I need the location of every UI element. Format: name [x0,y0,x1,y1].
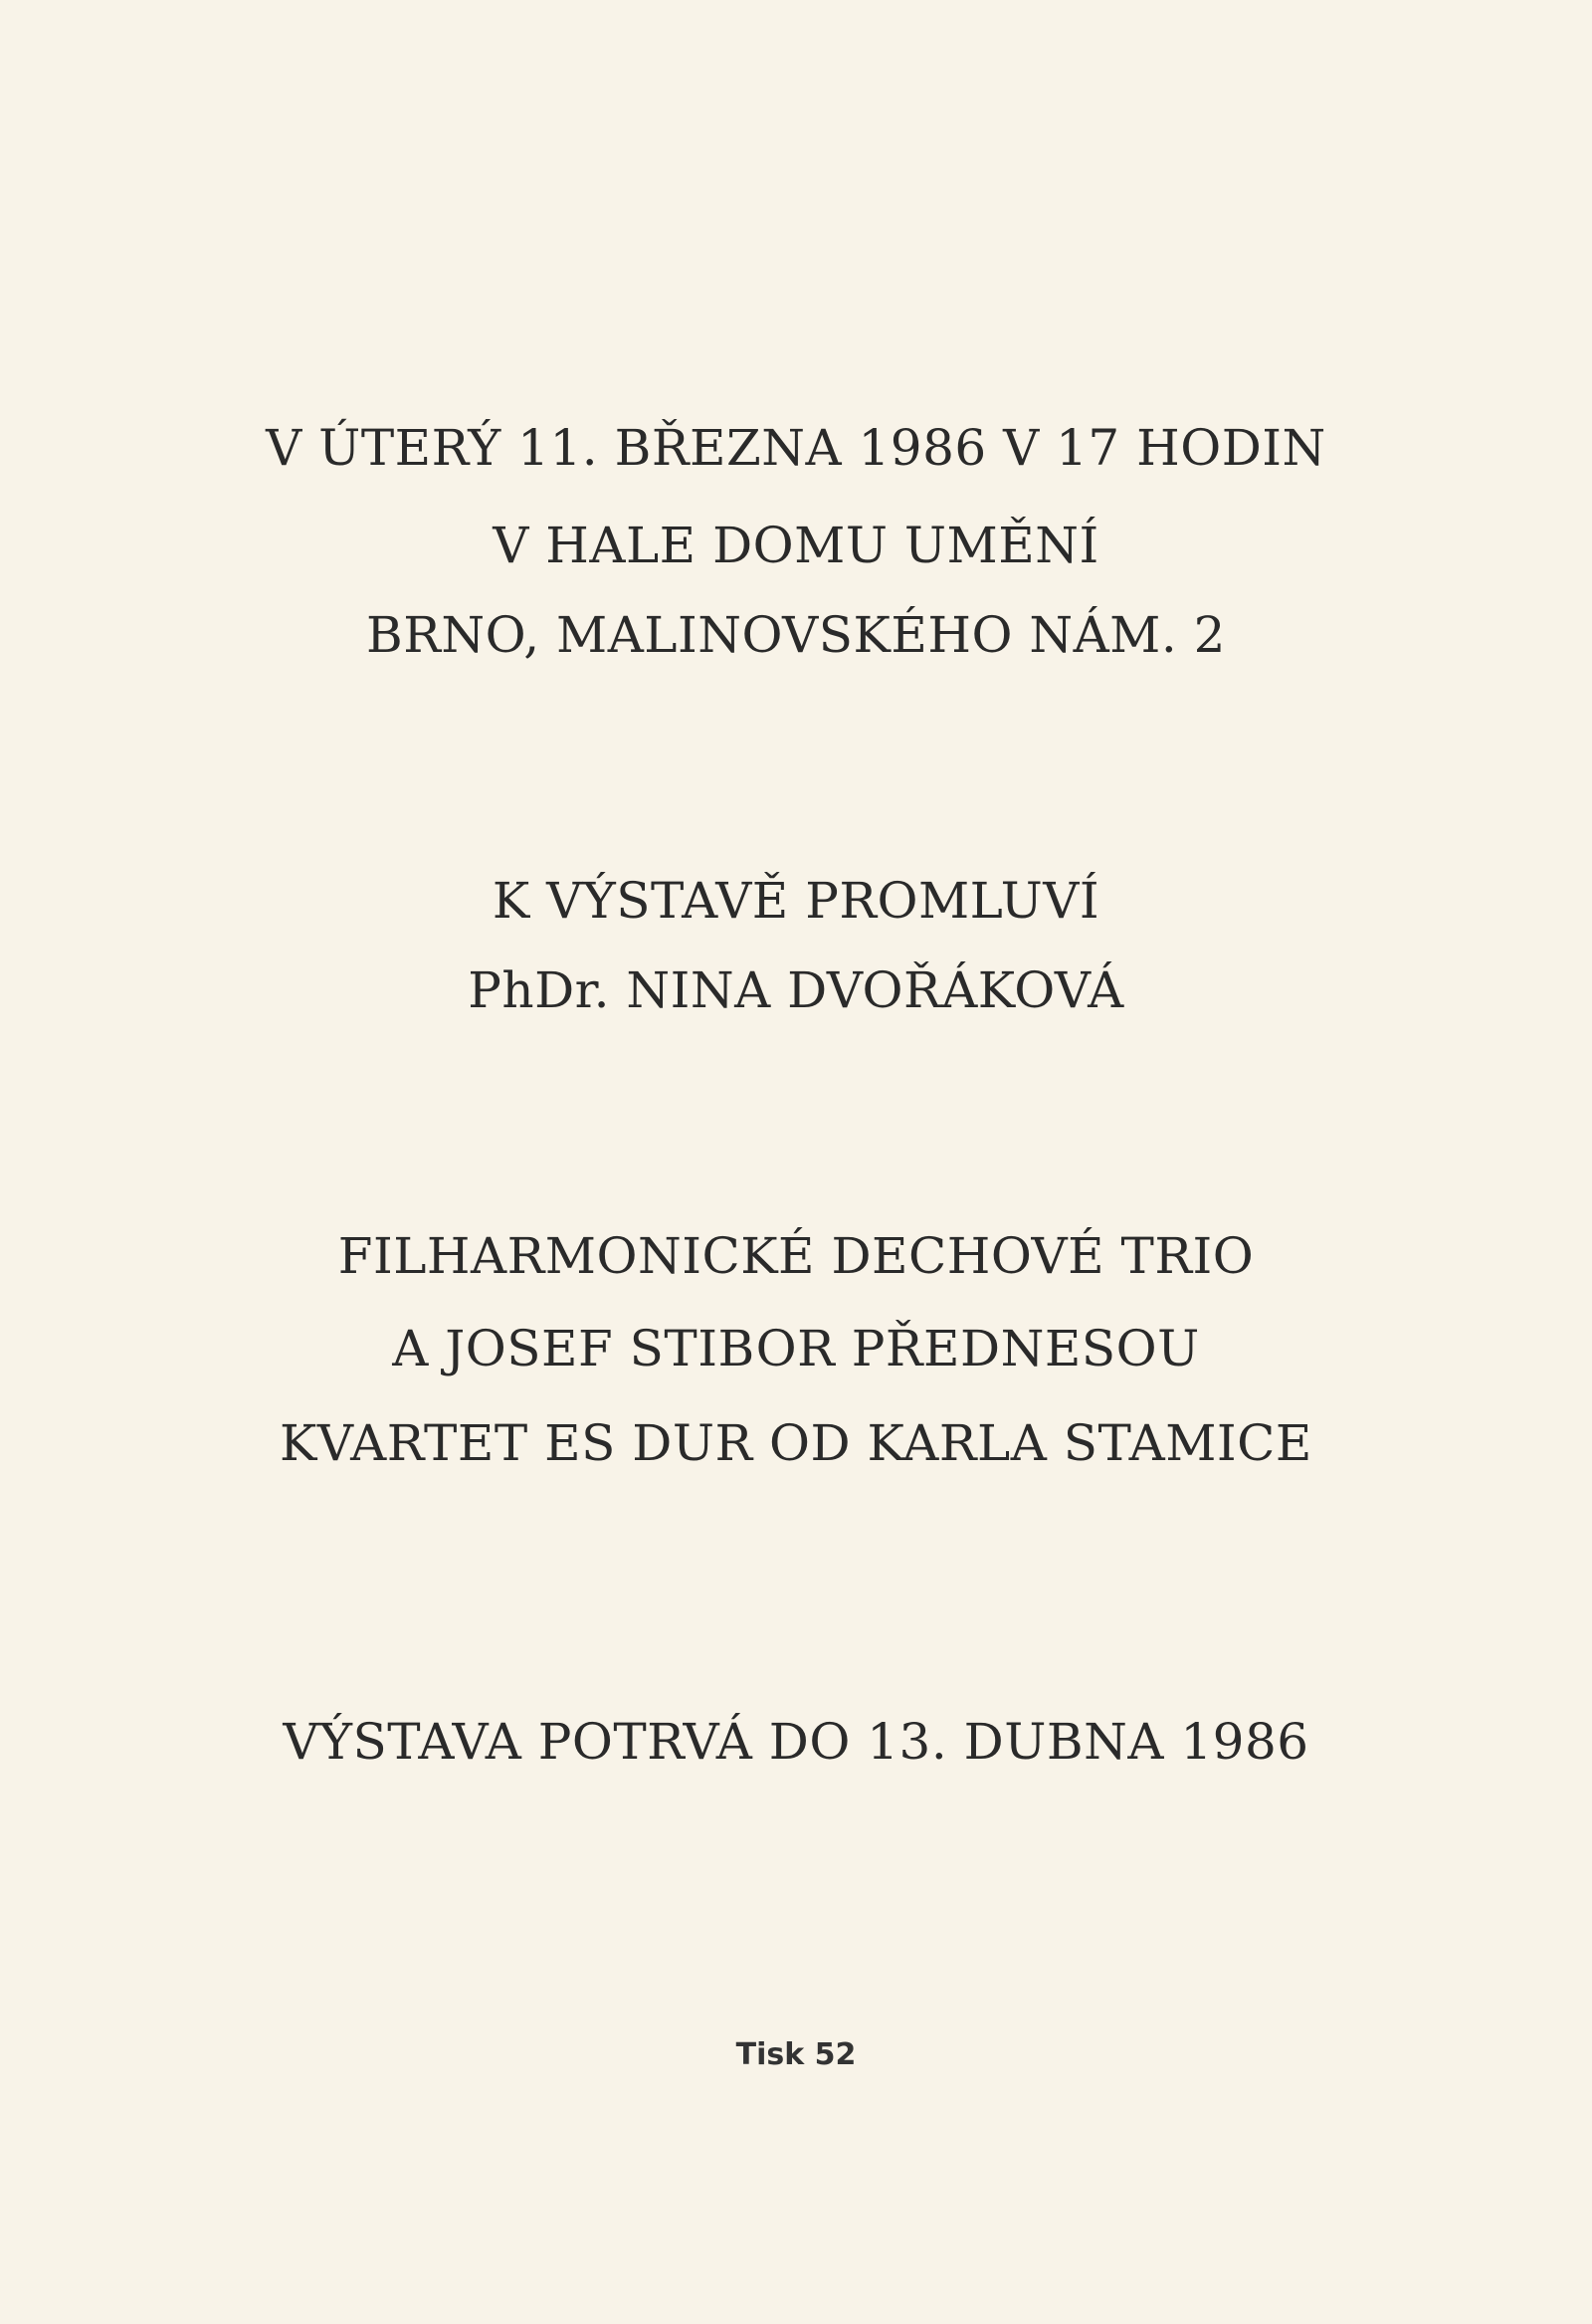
music-line-2: A JOSEF STIBOR PŘEDNESOU [392,1320,1200,1377]
print-note: Tisk 52 [735,2037,857,2072]
music-line-3: KVARTET ES DUR OD KARLA STAMICE [280,1414,1312,1472]
music-line-1: FILHARMONICKÉ DECHOVÉ TRIO [337,1227,1255,1285]
event-address-line: BRNO, MALINOVSKÉHO NÁM. 2 [366,606,1226,664]
exhibition-duration-line: VÝSTAVA POTRVÁ DO 13. DUBNA 1986 [283,1713,1309,1771]
event-date-line: V ÚTERÝ 11. BŘEZNA 1986 V 17 HODIN [266,419,1326,477]
speaker-name-line: PhDr. NINA DVOŘÁKOVÁ [468,961,1124,1019]
event-venue-line: V HALE DOMU UMĚNÍ [493,517,1099,574]
speech-intro-line: K VÝSTAVĚ PROMLUVÍ [492,872,1100,930]
